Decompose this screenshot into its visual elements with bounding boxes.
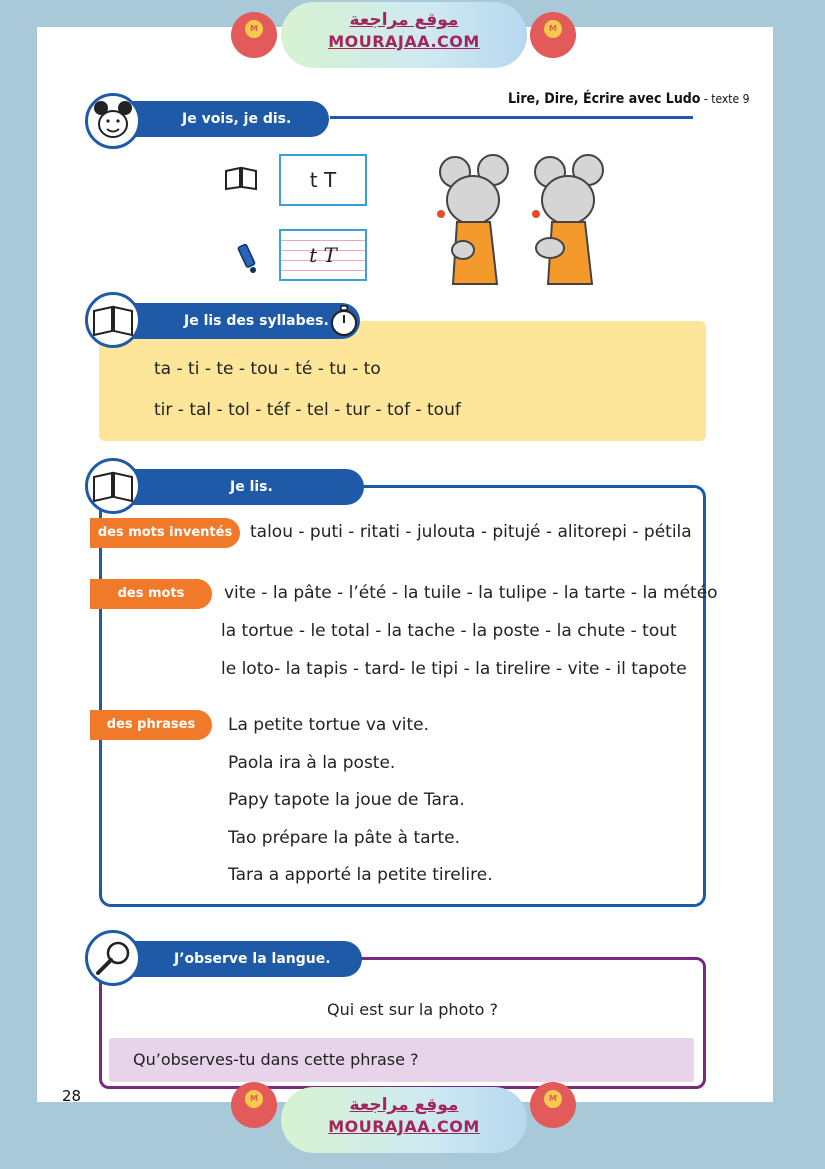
words-line: le loto- la tapis - tard- le tipi - la tirelire - vite - il tapote (221, 659, 687, 679)
words-line: la tortue - le total - la tache - la poste - la chute - tout (221, 621, 677, 641)
book-icon (85, 292, 141, 348)
mouse-character-right-icon (528, 152, 608, 291)
book-icon (85, 458, 141, 514)
syllables-line: ta - ti - te - tou - té - tu - to (154, 359, 381, 379)
section-title-syllabes: Je lis des syllabes. (112, 303, 360, 339)
syllables-line: tir - tal - tol - téf - tel - tur - tof - touf (154, 400, 461, 420)
mouse-face-icon (85, 93, 141, 149)
sentence-line: Paola ira à la poste. (228, 753, 396, 773)
site-logo-icon: M (231, 12, 277, 58)
site-logo-icon: M (530, 12, 576, 58)
invented-words-line: talou - puti - ritati - julouta - pitujé - alitorepi - pétila (250, 522, 692, 542)
observe-question: Qu’observes-tu dans cette phrase ? (109, 1038, 694, 1082)
site-banner-top[interactable] (281, 2, 527, 68)
site-name-arabic: موقع مراجعة (349, 10, 459, 30)
sentence-line: Papy tapote la joue de Tara. (228, 790, 465, 810)
section-title-je-lis: Je lis. (112, 469, 364, 505)
magnifier-icon (85, 930, 141, 986)
sentence-line: La petite tortue va vite. (228, 715, 430, 735)
sentence-line: Tao prépare la pâte à tarte. (228, 828, 461, 848)
tag-words: des mots (90, 579, 212, 609)
site-name-latin: MOURAJAA.COM (328, 1117, 480, 1136)
print-letters-box: t T (279, 154, 367, 206)
pen-icon (233, 242, 259, 278)
words-line: vite - la pâte - l’été - la tuile - la tulipe - la tarte - la météo (224, 583, 718, 603)
header-divider (330, 116, 693, 119)
page-number: 28 (62, 1087, 82, 1105)
open-book-icon (224, 165, 258, 195)
syllables-box (99, 321, 706, 441)
site-name-latin: MOURAJAA.COM (328, 32, 480, 51)
book-title-sub: - texte 9 (700, 92, 750, 106)
site-logo-icon: M (530, 1082, 576, 1128)
book-title-main: Lire, Dire, Écrire avec Ludo (508, 91, 701, 107)
tag-invented-words: des mots inventés (90, 518, 240, 548)
book-title (508, 91, 749, 107)
sentence-line: Tara a apporté la petite tirelire. (228, 865, 493, 885)
site-banner-bottom[interactable] (281, 1087, 527, 1153)
tag-sentences: des phrases (90, 710, 212, 740)
section-title-je-vois: Je vois, je dis. (112, 101, 329, 137)
cursive-letters-box: t T (279, 229, 367, 281)
mouse-character-left-icon (435, 152, 515, 291)
site-logo-icon: M (231, 1082, 277, 1128)
section-title-observe: J’observe la langue. (112, 941, 362, 977)
observe-sentence: Qui est sur la photo ? (326, 1000, 498, 1019)
site-name-arabic: موقع مراجعة (349, 1095, 459, 1115)
stopwatch-icon (328, 305, 360, 341)
